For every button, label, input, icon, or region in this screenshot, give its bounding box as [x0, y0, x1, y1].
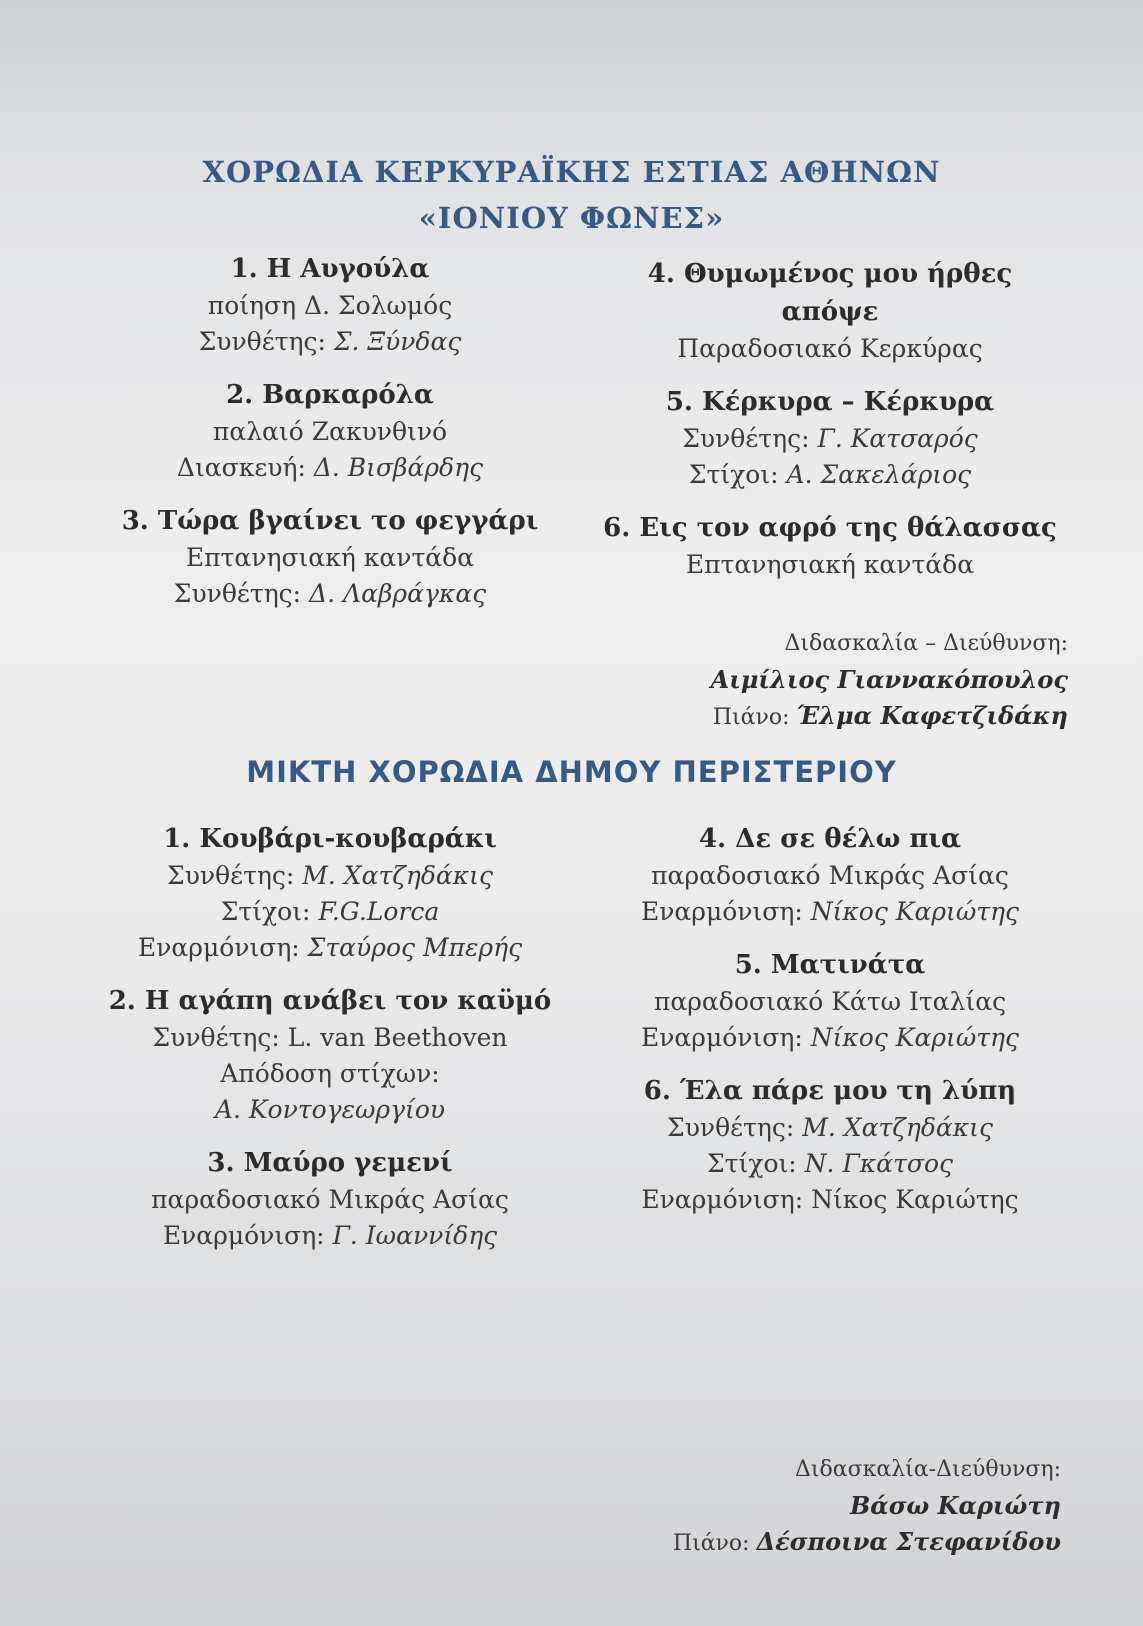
pianist-line: Πιάνο: Έλμα Καφετζιδάκη — [712, 701, 1068, 730]
song-title: 1. Κουβάρι-κουβαράκι — [163, 824, 497, 854]
song-credit-line: παραδοσιακό Μικράς Ασίας — [151, 1185, 509, 1214]
choir1-song-3 — [100, 502, 560, 612]
director-role-label: Διδασκαλία – Διεύθυνση: — [784, 631, 1068, 656]
song-title: 4. Θυμωμένος μου ήρθες — [647, 259, 1013, 289]
director-role-label: Διδασκαλία-Διεύθυνση: — [795, 1457, 1061, 1482]
song-credit-line: Συνθέτης: Μ. Χατζηδάκις — [667, 1113, 993, 1142]
song-credit-line: παραδοσιακό Μικράς Ασίας — [651, 861, 1009, 890]
song-credit-line: Εναρμόνιση: Νίκος Καριώτης — [640, 897, 1020, 926]
choir1-heading-line1: ΧΟΡΩΔΙΑ ΚΕΡΚΥΡΑΪΚΗΣ ΕΣΤΙΑΣ ΑΘΗΝΩΝ — [202, 155, 941, 189]
song-credit-line: παραδοσιακό Κάτω Ιταλίας — [653, 987, 1007, 1016]
song-credit-line: Στίχοι: Ν. Γκάτσος — [706, 1149, 954, 1178]
song-title: 3. Τώρα βγαίνει το φεγγάρι — [121, 506, 539, 536]
choir2-song-6 — [600, 1072, 1060, 1218]
song-credit-line: Εναρμόνιση: Σταύρος Μπερής — [137, 933, 523, 962]
choir1-song-5 — [600, 383, 1060, 493]
song-title: 1. Η Αυγούλα — [230, 254, 430, 284]
song-title: 3. Μαύρο γεμενί — [207, 1148, 453, 1178]
choir2-song-1 — [100, 820, 560, 966]
song-credit-line: Εναρμόνιση: Νίκος Καριώτης — [640, 1023, 1020, 1052]
song-credit-line: Διασκευή: Δ. Βισβάρδης — [176, 453, 484, 482]
choir1-heading-line2: «ΙΟΝΙΟΥ ΦΩΝΕΣ» — [418, 201, 725, 235]
choir2-song-2 — [100, 982, 560, 1128]
song-credit-line: Συνθέτης: Δ. Λαβράγκας — [173, 579, 487, 608]
song-title: 6. Έλα πάρε μου τη λύπη — [643, 1076, 1017, 1106]
song-title: 2. Βαρκαρόλα — [226, 380, 434, 410]
choir1-song-4 — [600, 255, 1060, 367]
choir1-song-1 — [100, 250, 560, 360]
song-title: 5. Ματινάτα — [734, 950, 926, 980]
song-title: 6. Εις τον αφρό της θάλασσας — [603, 513, 1057, 543]
song-credit-line: Στίχοι: Α. Σακελάριος — [688, 460, 972, 489]
song-title: 4. Δε σε θέλω πια — [698, 824, 962, 854]
song-credit-line: Συνθέτης: Μ. Χατζηδάκις — [167, 861, 493, 890]
pianist-name: Δέσποινα Στεφανίδου — [756, 1527, 1061, 1556]
choir2-song-5 — [600, 946, 1060, 1056]
choir2-left-column — [100, 820, 560, 1254]
director-name: Βάσω Καριώτη — [849, 1491, 1061, 1520]
song-credit-line: παλαιό Ζακυνθινό — [212, 417, 448, 446]
song-credit-line: Στίχοι: F.G.Lorca — [220, 897, 440, 926]
choir2-right-column — [600, 820, 1060, 1218]
song-credit-line: ποίηση Δ. Σολωμός — [207, 291, 453, 320]
choir1-song-6 — [600, 509, 1060, 583]
song-title: 5. Κέρκυρα – Κέρκυρα — [665, 387, 995, 417]
choir2-song-4 — [600, 820, 1060, 930]
pianist-name: Έλμα Καφετζιδάκη — [796, 701, 1068, 730]
song-title-continued: απόψε — [781, 297, 879, 327]
song-credit-line: Απόδοση στίχων: — [220, 1059, 440, 1088]
song-title: 2. Η αγάπη ανάβει τον καϋμό — [108, 986, 552, 1016]
song-credit-line: Παραδοσιακό Κερκύρας — [677, 334, 983, 363]
song-credit-line: Επτανησιακή καντάδα — [185, 543, 475, 572]
choir1-credits — [711, 626, 1068, 736]
song-credit-line: Επτανησιακή καντάδα — [685, 550, 975, 579]
director-name: Αιμίλιος Γιαννακόπουλος — [710, 665, 1068, 694]
song-credit-line: Εναρμόνιση: Νίκος Καριώτης — [641, 1185, 1019, 1214]
choir2-credits — [673, 1452, 1061, 1562]
choir1-song-2 — [100, 376, 560, 486]
choir2-song-3 — [100, 1144, 560, 1254]
song-credit-line: Συνθέτης: Σ. Ξύνδας — [198, 327, 462, 356]
choir1-left-column — [100, 250, 560, 612]
song-credit-line: Συνθέτης: L. van Beethoven — [152, 1023, 508, 1052]
song-credit-line: Συνθέτης: Γ. Κατσαρός — [682, 424, 978, 453]
song-credit-line: Εναρμόνιση: Γ. Ιωαννίδης — [162, 1221, 498, 1250]
song-credit-line: Α. Κοντογεωργίου — [214, 1095, 446, 1124]
choir1-heading — [0, 152, 1143, 238]
pianist-line: Πιάνο: Δέσποινα Στεφανίδου — [672, 1527, 1061, 1556]
choir1-right-column — [600, 255, 1060, 583]
choir2-heading: ΜΙΚΤΗ ΧΟΡΩΔΙΑ ΔΗΜΟΥ ΠΕΡΙΣΤΕΡΙΟΥ — [246, 755, 897, 789]
